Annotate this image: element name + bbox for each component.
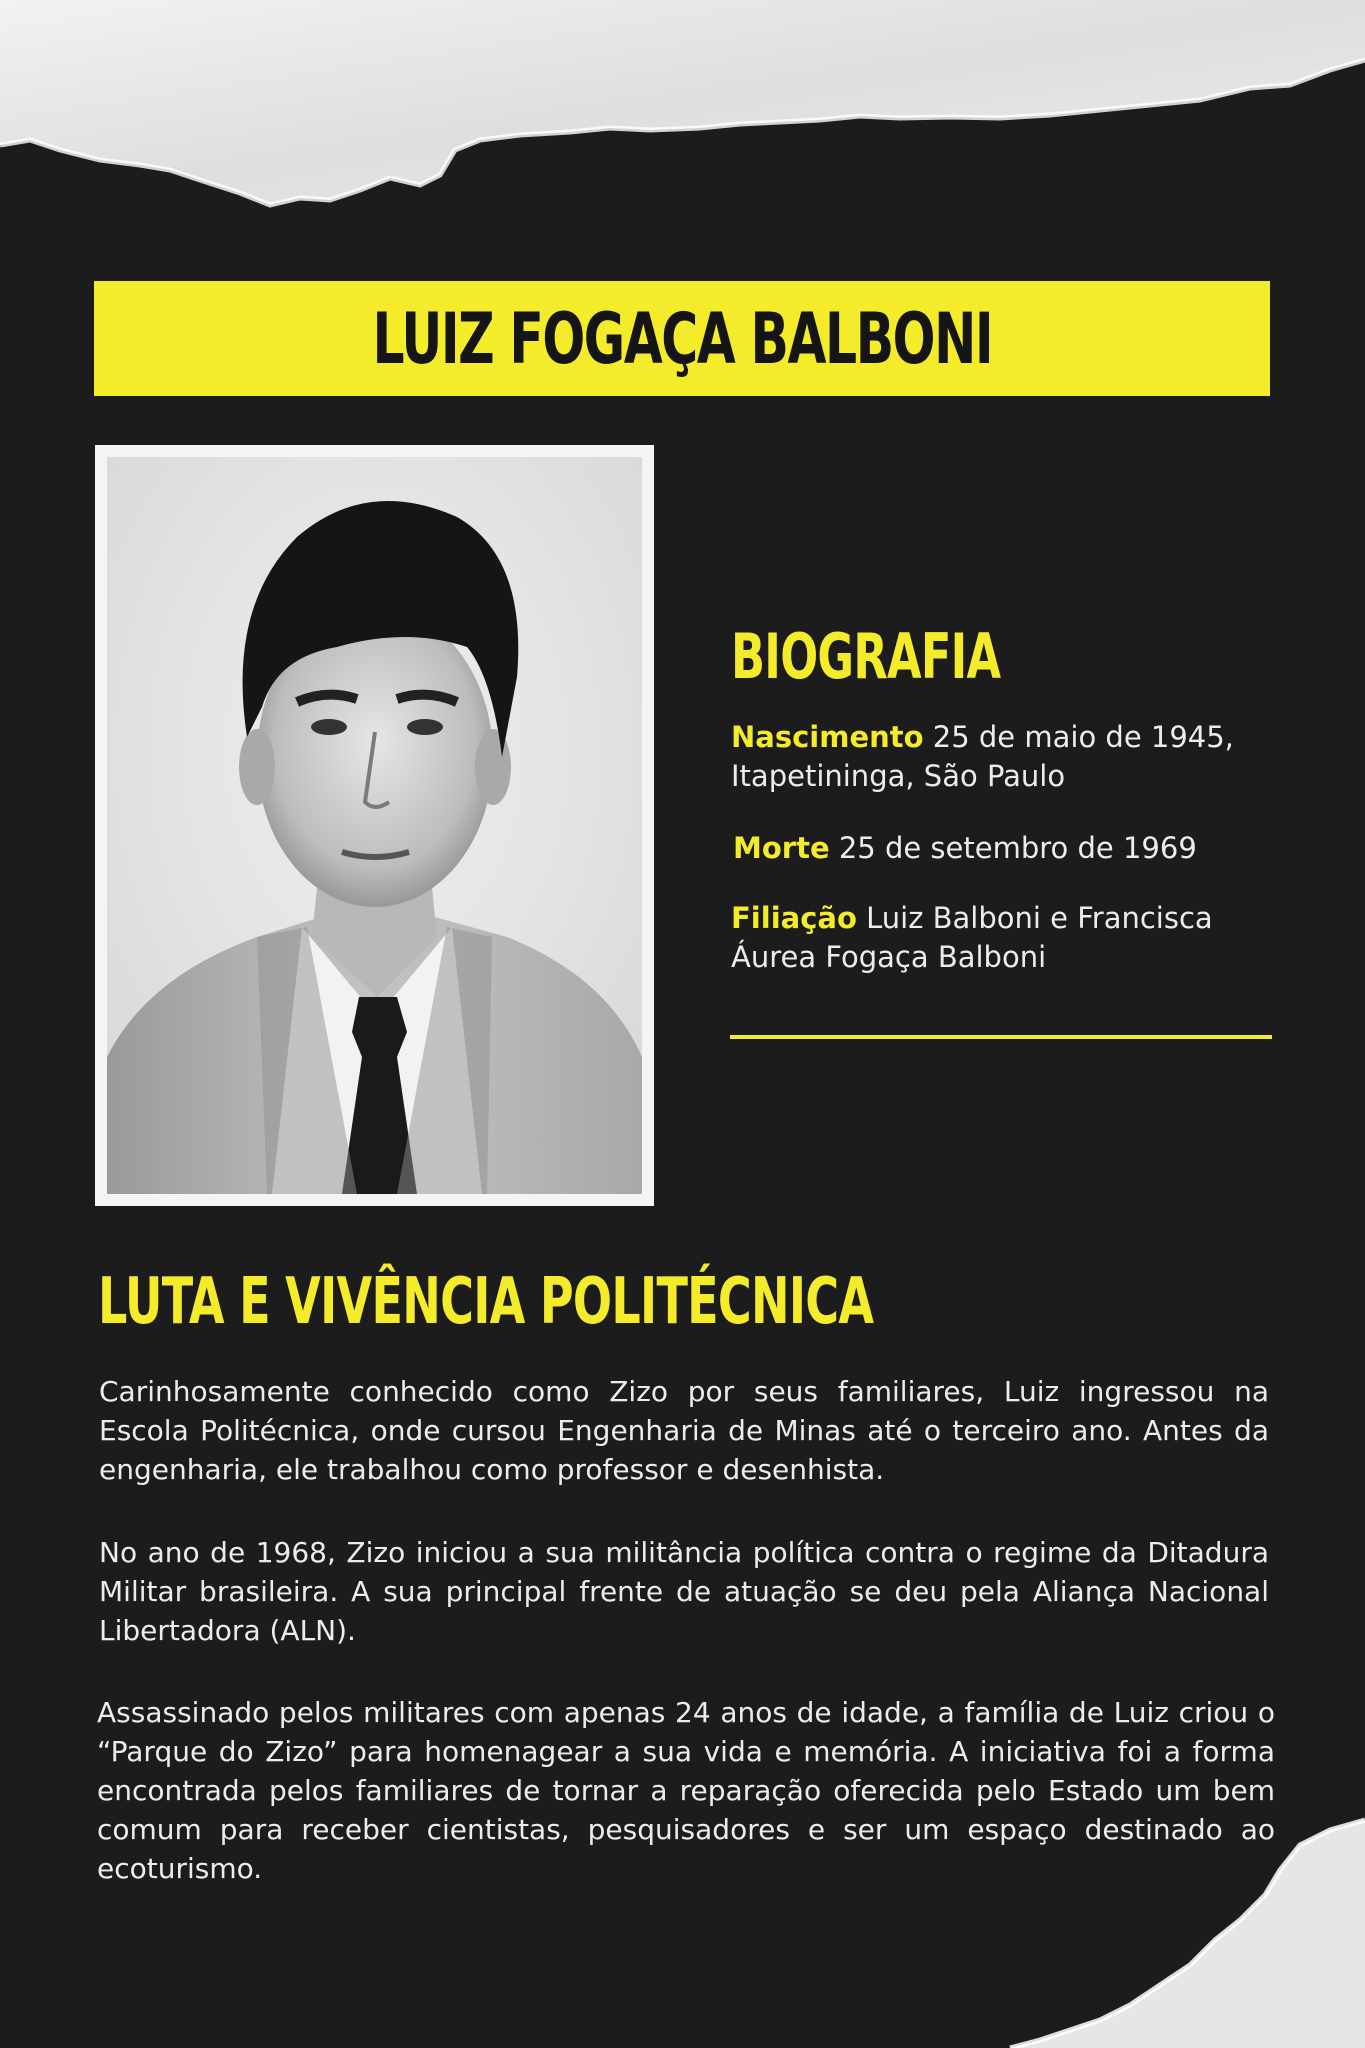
paragraph-2: No ano de 1968, Zizo iniciou a sua militância política contra o regime da Ditadura Militar brasileira. A sua principal frente de atuação se deu pela Aliança Nacional Libertadora (ALN). bbox=[99, 1536, 1269, 1647]
death-info bbox=[733, 829, 1273, 868]
torn-paper-top bbox=[0, 0, 1365, 220]
parents-value: Luiz Balboni e Francisca Áurea Fogaça Balboni bbox=[731, 901, 1213, 974]
birth-value: 25 de maio de 1945, Itapetininga, São Paulo bbox=[731, 720, 1234, 793]
death-label: Morte bbox=[733, 831, 830, 865]
biography-heading: BIOGRAFIA bbox=[731, 620, 1001, 693]
death-value: 25 de setembro de 1969 bbox=[838, 831, 1197, 865]
paragraph-3: Assassinado pelos militares com apenas 24 anos de idade, a família de Luiz criou o “Parque do Zizo” para homenagear a sua vida e memória. A iniciativa foi a forma encontrada pelos familiares de tornar a reparação oferecida pelo Estado um bem comum para receber cientistas, pesquisadores e ser um espaço destinado ao ecoturismo. bbox=[97, 1696, 1275, 1885]
paragraph-1: Carinhosamente conhecido como Zizo por seus familiares, Luiz ingressou na Escola Politécnica, onde cursou Engenharia de Minas até o terceiro ano. Antes da engenharia, ele trabalhou como professor e desenhista. bbox=[99, 1375, 1269, 1486]
title-banner bbox=[94, 281, 1270, 396]
parents-info bbox=[731, 899, 1271, 977]
birth-label: Nascimento bbox=[731, 720, 924, 754]
portrait-frame bbox=[95, 445, 654, 1206]
page-title: LUIZ FOGAÇA BALBONI bbox=[372, 297, 992, 380]
portrait-photo bbox=[107, 457, 642, 1194]
biography-divider bbox=[730, 1035, 1272, 1039]
section-heading: LUTA E VIVÊNCIA POLITÉCNICA bbox=[98, 1265, 874, 1339]
parents-label: Filiação bbox=[731, 901, 857, 935]
birth-info bbox=[731, 718, 1271, 796]
